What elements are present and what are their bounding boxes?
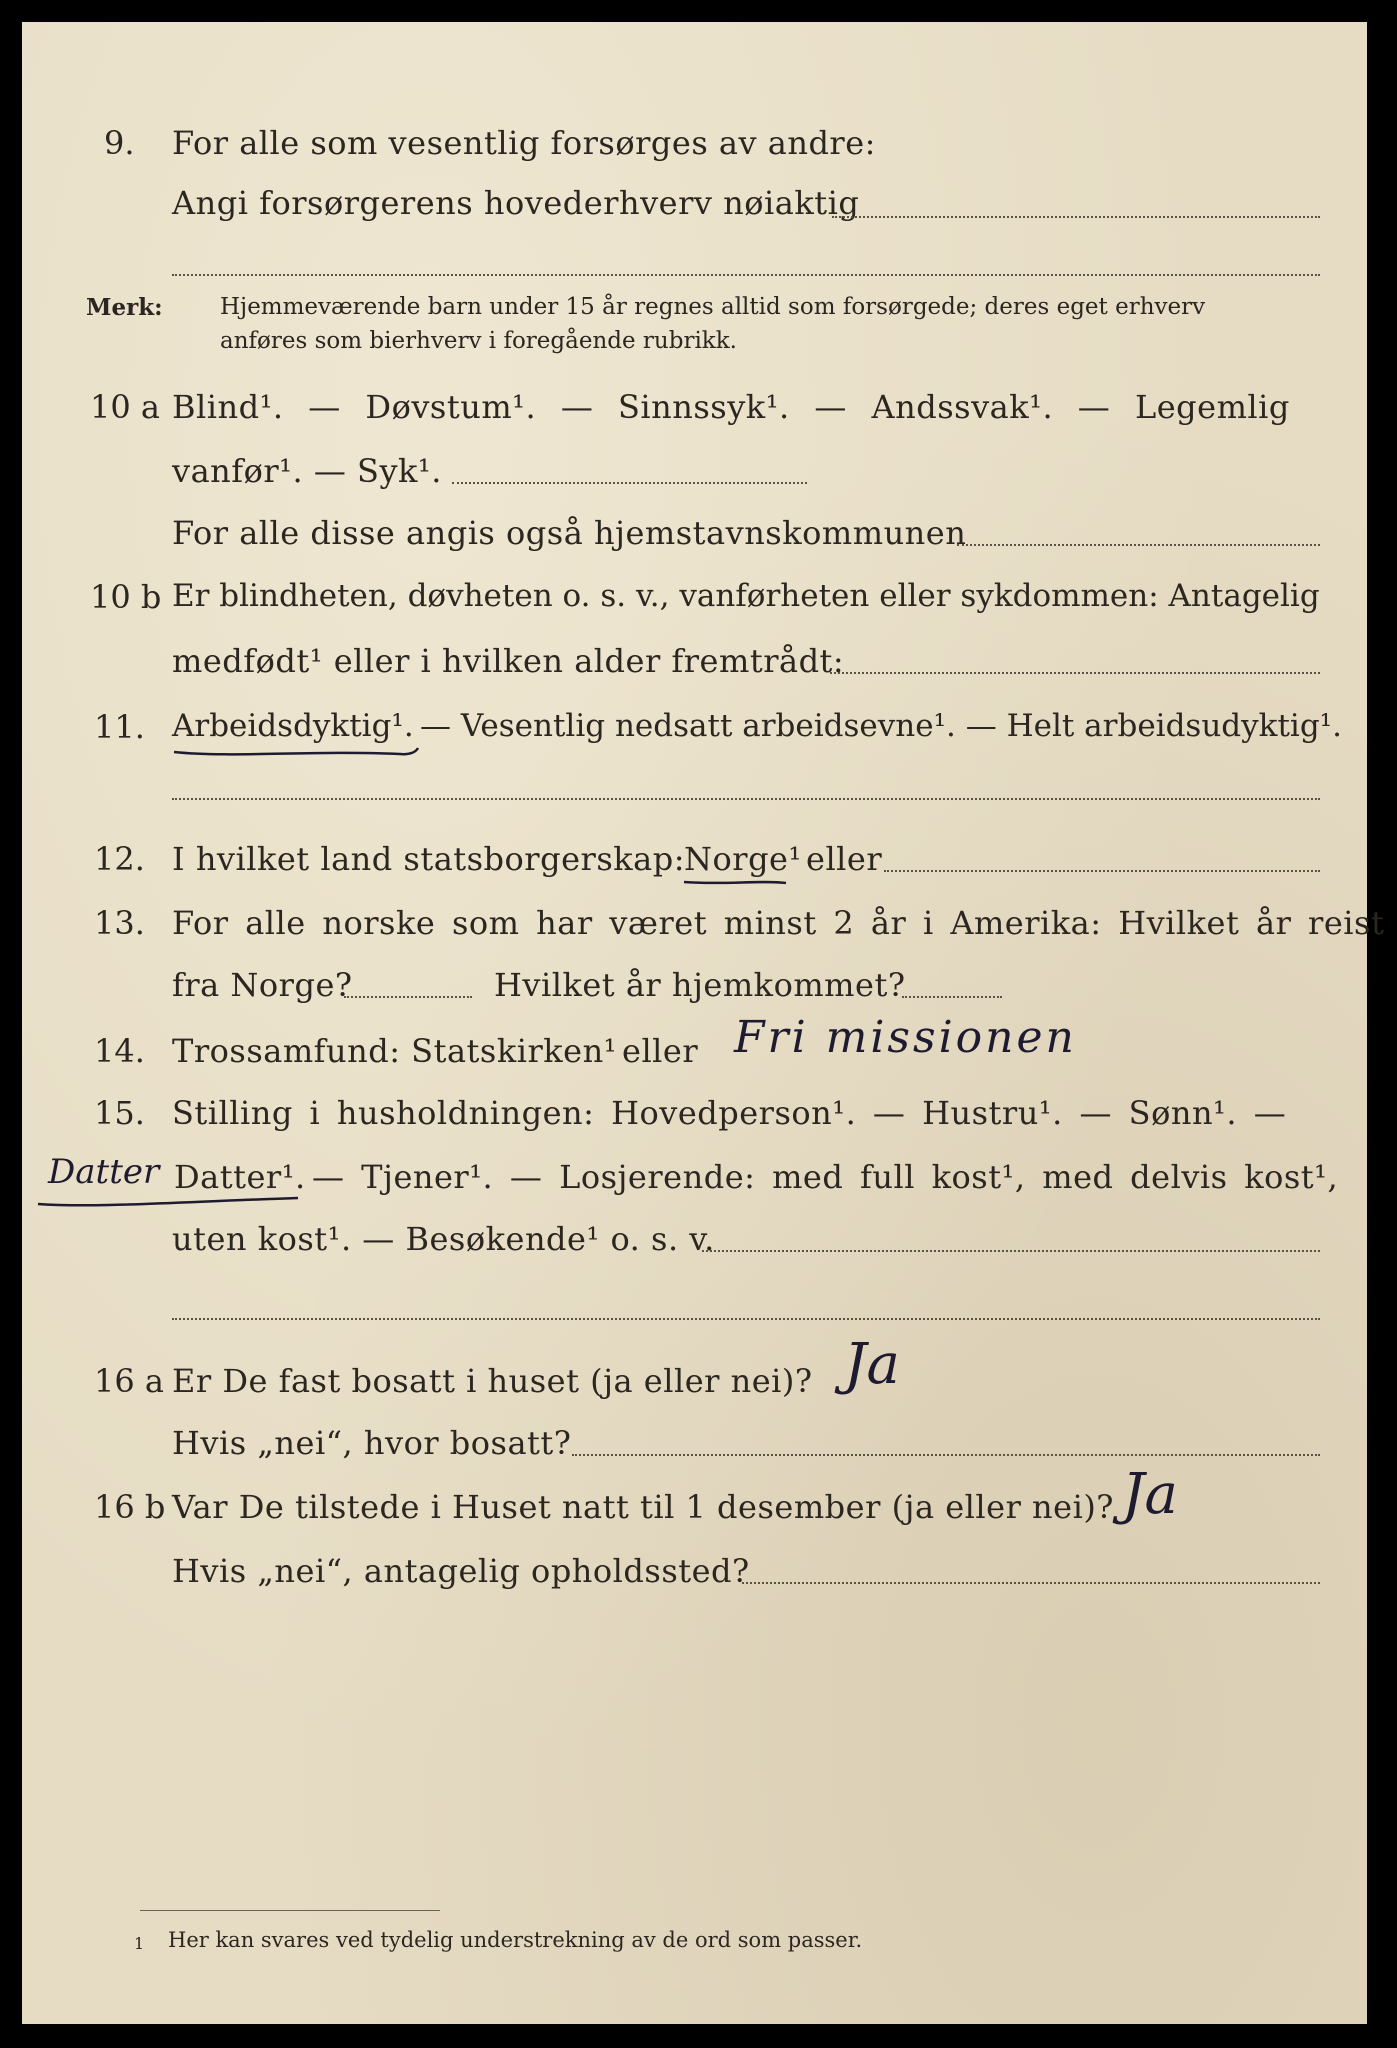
q10a-hjemstavn-field[interactable]	[957, 544, 1320, 546]
q15-number: 15.	[94, 1094, 145, 1132]
footnote-mark: 1	[134, 1934, 145, 1953]
q11-rest: — Vesentlig nedsatt arbeidsevne¹. — Helt arbeidsudyktig¹.	[420, 708, 1342, 744]
q10a-number: 10 a	[90, 388, 160, 426]
q13-number: 13.	[94, 904, 145, 942]
merk-label: Merk:	[86, 294, 163, 321]
q11-number: 11.	[94, 708, 145, 746]
q10a-line1: Blind¹. — Døvstum¹. — Sinnssyk¹. — Andssvak¹. — Legemlig	[172, 388, 1290, 426]
q9-line2: Angi forsørgerens hovederhverv nøiaktig	[172, 184, 860, 222]
q10a-line3: For alle disse angis også hjemstavnskommunen	[172, 514, 967, 552]
q9-number: 9.	[104, 124, 135, 162]
q15-answer-field-2[interactable]	[172, 1318, 1320, 1320]
q12-number: 12.	[94, 840, 145, 878]
footnote-rule	[140, 1910, 440, 1911]
q9-line1: For alle som vesentlig forsørges av andre:	[172, 124, 876, 162]
q16a-line2: Hvis „nei“, hvor bosatt?	[172, 1424, 572, 1462]
q11-answer-field[interactable]	[172, 798, 1320, 800]
q15-line1: Stilling i husholdningen: Hovedperson¹. — Hustru¹. — Sønn¹. —	[172, 1094, 1287, 1132]
q12-answer-field[interactable]	[884, 870, 1320, 872]
q16a-bosatt-field[interactable]	[572, 1454, 1320, 1456]
q10b-line1: Er blindheten, døvheten o. s. v., vanførheten eller sykdommen: Antagelig	[172, 578, 1320, 614]
q12-eller: eller	[806, 840, 883, 878]
q13-line2-b: Hvilket år hjemkommet?	[494, 966, 906, 1004]
q15-answer-field[interactable]	[702, 1250, 1320, 1252]
q14-eller: eller	[622, 1032, 699, 1070]
q9-answer-field-2[interactable]	[172, 274, 1320, 276]
q13-line1: For alle norske som har været minst 2 år i Amerika: Hvilket år reist	[172, 904, 1385, 942]
footnote-text: Her kan svares ved tydelig understrekning av de ord som passer.	[168, 1928, 863, 1952]
q16b-number: 16 b	[94, 1488, 166, 1526]
q14-text: Trossamfund: Statskirken¹	[172, 1032, 617, 1070]
q10b-answer-field[interactable]	[830, 672, 1320, 674]
q12-option-norge: Norge¹	[684, 840, 802, 878]
q12-underline-mark	[682, 876, 792, 890]
q10a-answer-field[interactable]	[452, 482, 807, 484]
q16b-line1: Var De tilstede i Huset natt til 1 desember (ja eller nei)?	[172, 1488, 1114, 1526]
q16b-line2: Hvis „nei“, antagelig opholdssted?	[172, 1552, 750, 1590]
q13-reist-field[interactable]	[344, 996, 472, 998]
merk-line2: anføres som bierhverv i foregående rubrikk.	[220, 328, 737, 354]
q10a-line2: vanfør¹. — Syk¹.	[172, 452, 442, 490]
q14-number: 14.	[94, 1032, 145, 1070]
q15-margin-answer: Datter	[48, 1152, 160, 1192]
q14-handwritten-answer: Fri missionen	[734, 1012, 1077, 1063]
q16a-handwritten-answer: Ja	[844, 1332, 900, 1397]
merk-line1: Hjemmeværende barn under 15 år regnes alltid som forsørgede; deres eget erhverv	[220, 294, 1206, 320]
q9-answer-field[interactable]	[832, 216, 1320, 218]
q16a-number: 16 a	[94, 1362, 164, 1400]
q15-option-datter: Datter¹.	[174, 1158, 306, 1196]
q10b-line2: medfødt¹ eller i hvilken alder fremtrådt:	[172, 642, 845, 680]
q16b-handwritten-answer: Ja	[1122, 1462, 1178, 1527]
q16b-opholdssted-field[interactable]	[742, 1582, 1320, 1584]
q13-hjemkommet-field[interactable]	[902, 996, 1002, 998]
census-form-page	[22, 22, 1385, 2024]
q11-option-arbeidsdyktig: Arbeidsdyktig¹.	[172, 708, 414, 744]
q11-underline-mark	[172, 744, 422, 764]
q10b-number: 10 b	[90, 578, 162, 616]
q16a-line1: Er De fast bosatt i huset (ja eller nei)?	[172, 1362, 813, 1400]
q12-text: I hvilket land statsborgerskap:	[172, 840, 685, 878]
q15-line3: uten kost¹. — Besøkende¹ o. s. v.	[172, 1220, 715, 1258]
q15-line2-rest: — Tjener¹. — Losjerende: med full kost¹, med delvis kost¹,	[312, 1158, 1339, 1196]
q13-line2-a: fra Norge?	[172, 966, 353, 1004]
